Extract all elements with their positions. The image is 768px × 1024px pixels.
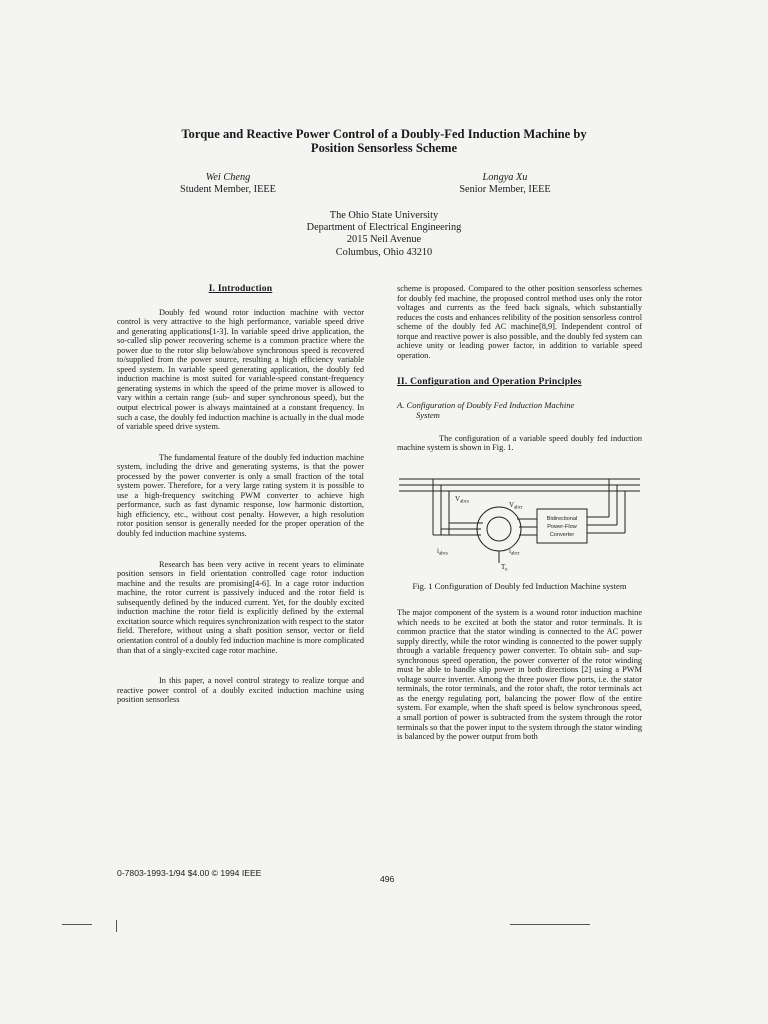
right-column — [397, 284, 642, 742]
scan-artifact-line — [62, 924, 92, 925]
subsection-a-line-2: System — [416, 409, 440, 420]
page-number: 496 — [380, 874, 395, 884]
paper-title — [100, 127, 668, 155]
right-paragraph-2: The configuration of a variable speed doubly fed induction machine system is shown in Fig. 1. — [397, 433, 642, 453]
copyright-notice: 0-7803-1993-1/94 $4.00 © 1994 IEEE — [117, 868, 262, 878]
intro-paragraph-2: The fundamental feature of the doubly fed induction machine system, including the drive and generating systems, is that the power processed by the power converter is only a small fraction of the total system power. Therefore, for a very large rating system it is possible to use a high-frequency switching PWM converter to achieve high performance, such as fast dynamic response, low harmonic distortion, high efficiency, etc., without cost penalty. However, a high resolution rotor position sensor is generally needed for the proper operation of the doubly fed induction machine systems. — [117, 452, 364, 539]
converter-label-2: Power-Flow — [547, 524, 577, 531]
converter-label-1: Bidirectional — [546, 516, 578, 523]
affiliation-city: Columbus, Ohio 43210 — [335, 246, 433, 258]
author-2-name: Longya Xu — [482, 172, 528, 183]
affiliation-street: 2015 Neil Avenue — [346, 234, 422, 246]
affiliation — [244, 210, 524, 259]
section-2-heading: II. Configuration and Operation Principles — [397, 376, 582, 388]
intro-heading: I. Introduction — [208, 283, 273, 294]
author-2-role: Senior Member, IEEE — [459, 184, 551, 195]
figure-1-caption: Fig. 1 Configuration of Doubly fed Induction Machine system — [412, 581, 627, 592]
affiliation-department: Department of Electrical Engineering — [306, 222, 462, 234]
scan-artifact-line-2 — [510, 924, 590, 925]
machine-stator-circle — [477, 507, 521, 551]
scan-artifact-tick — [116, 920, 117, 932]
author-1 — [158, 172, 298, 196]
subsection-a-heading — [397, 400, 642, 420]
label-vabcs: $V_{abcs}$ — [455, 495, 469, 505]
label-iabcs: $i_{abcs}$ — [437, 547, 448, 557]
author-1-name: Wei Cheng — [205, 172, 251, 183]
label-iabcr: $i_{abcr}$ — [509, 547, 520, 557]
left-column — [117, 284, 364, 705]
figure-1 — [397, 467, 642, 573]
right-paragraph-3: The major component of the system is a wound rotor induction machine which needs to be excited at both the stator and rotor terminals. It is common practice that the stator winding is connected to the AC power supply directly, while the rotor winding is connected to the power supply through a variable frequency power converter. To obtain sub- and sup-synchronous speed operation, the power converter of the rotor winding must be able to handle slip power in both directions [2] using a PWM voltage source inverter. Among the three power flow ports, i.e. the stator terminals, the rotor terminals, and the rotor shaft, the rotor terminals act as the energy regulating port, balancing the power flow of the entire system. For example, when the shaft speed is below synchronous speed, a small portion of power is subtracted from the system through the rotor terminals so that the power input to the system through the stator winding is balanced by the power output from both — [397, 608, 642, 742]
converter-label-3: Converter — [549, 532, 575, 539]
title-line-1: Torque and Reactive Power Control of a Doubly-Fed Induction Machine by — [181, 127, 587, 141]
right-paragraph-1: scheme is proposed. Compared to the other position sensorless schemes for doubly fed machine, the proposed control method uses only the rotor voltages and currents as the feed back signals, which substantially reduces the costs and enhances relibility of the position sensorless control scheme of the doubly fed AC machine[8,9]. Independent control of torque and reactive power is also possible, and the doubly fed system can achieve unity or leading power factor, in addition to variable speed operation. — [397, 284, 642, 360]
machine-rotor-circle — [487, 517, 511, 541]
label-vabcr: $V_{abcr}$ — [509, 501, 523, 511]
title-line-2: Position Sensorless Scheme — [310, 141, 458, 155]
label-te: $T_e$ — [501, 563, 508, 573]
intro-paragraph-4: In this paper, a novel control strategy to realize torque and reactive power control of a doubly excited induction machine using position sensorless — [117, 676, 364, 705]
subsection-a-line-1: A. Configuration of Doubly Fed Induction Machine — [397, 399, 575, 410]
affiliation-university: The Ohio State University — [329, 210, 439, 221]
author-1-role: Student Member, IEEE — [180, 184, 276, 195]
intro-paragraph-3: Research has been very active in recent years to eliminate position sensors in field orientation controlled cage rotor induction machine and the results are promising[4-6]. In a cage rotor induction machine, the rotor current is passively induced and the rotor field is subsequently defined by the induced current. Yet, for the doubly excited induction machine the rotor field is explicitly defined by the external excitation source which requires synchronization with respect to the stator field. Therefore, without using a shaft position sensor, vector or field orientation control of a doubly fed induction machine is more complicated than that of a singly-excited cage rotor machine. — [117, 559, 364, 655]
author-2 — [440, 172, 570, 196]
figure-1-diagram — [397, 467, 642, 573]
intro-paragraph-1: Doubly fed wound rotor induction machine with vector control is very attractive to the high performance, variable speed drive and generating applications[1-3]. In variable speed drive application, the so-called slip power recovering scheme is a common practice where the power due to the rotor slip below/above synchronous speed is recovered to/supplied from the power source, resulting a high efficiency variable speed system. In variable speed generating application, the doubly fed induction machine is most suited for variable-speed constant-frequency generating systems in which the speed of the prime mover is allowed to vary within a certain range (sub- and super synchronous speed), but the output electrical power is always maintained at a constant frequency. In such a case, the doubly fed induction machine is actually in the dual mode of variable speed drive system. — [117, 307, 364, 432]
